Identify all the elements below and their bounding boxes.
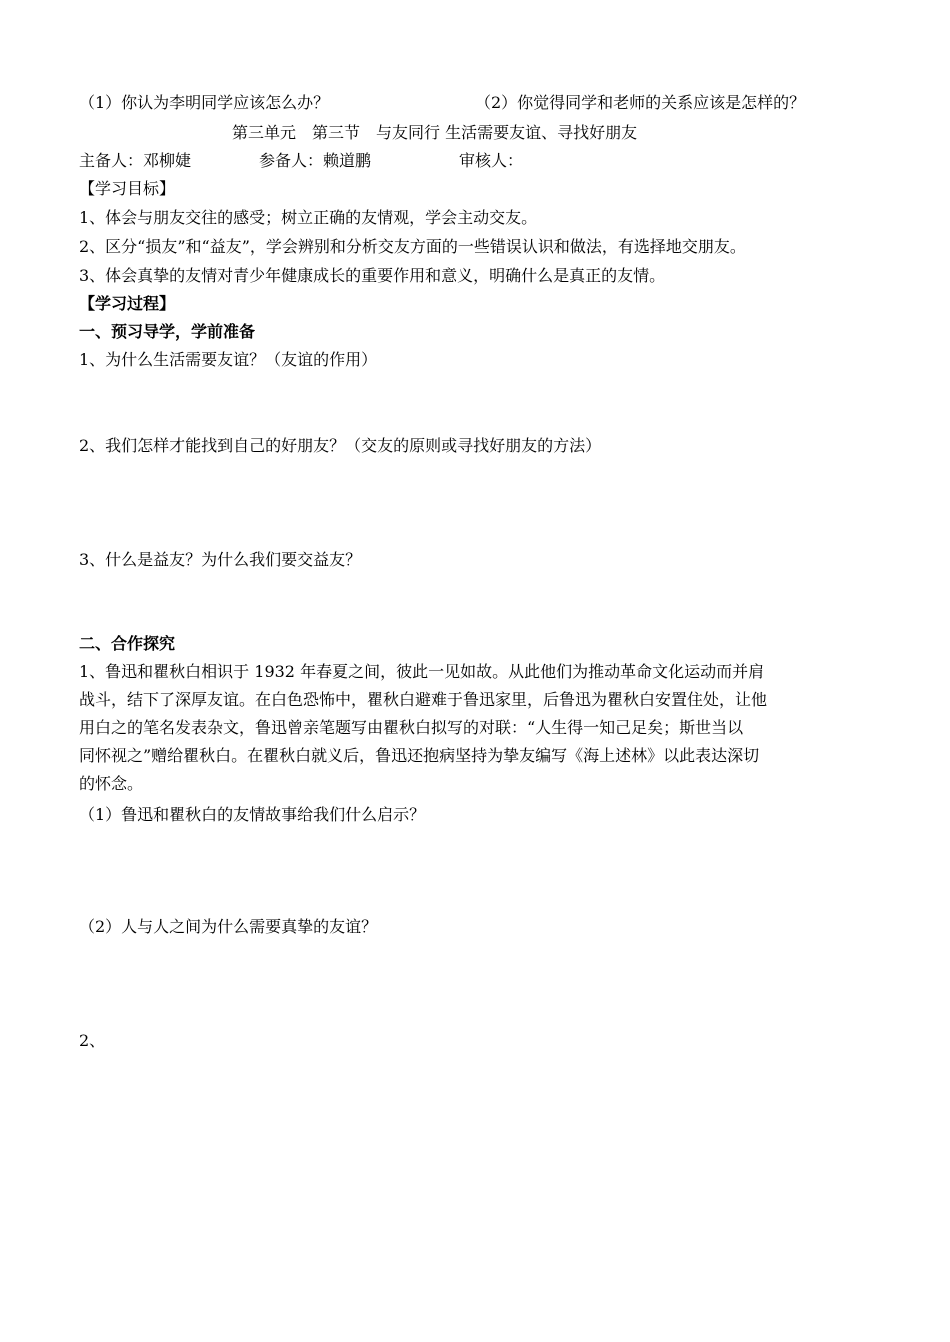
story-sub-question: （2）人与人之间为什么需要真挚的友谊？: [79, 917, 378, 936]
preview-question: 3、什么是益友？为什么我们要交益友？: [79, 550, 362, 569]
objective-item: 1、体会与朋友交往的感受；树立正确的友情观，学会主动交友。: [79, 208, 538, 227]
story-line: 战斗，结下了深厚友谊。在白色恐怖中，瞿秋白避难于鲁迅家里，后鲁迅为瞿秋白安置住处，让他: [79, 690, 768, 709]
story-sub-question: （1）鲁迅和瞿秋白的友情故事给我们什么启示？: [79, 805, 426, 824]
story-paragraph: [79, 658, 879, 798]
section1-heading: 一、预习导学，学前准备: [79, 322, 256, 341]
objectives-heading: 【学习目标】: [79, 179, 176, 198]
story-line: 用白之的笔名发表杂文，鲁迅曾亲笔题写由瞿秋白拟写的对联：“人生得一知己足矣；斯世当以: [79, 718, 744, 737]
top-question-1: （1）你认为李明同学应该怎么办？: [79, 93, 330, 112]
preview-question: 2、我们怎样才能找到自己的好朋友？（交友的原则或寻找好朋友的方法）: [79, 436, 602, 455]
staff-participant: 参备人：赖道鹏: [259, 151, 372, 170]
inquiry-item-2: 2、: [79, 1031, 106, 1050]
staff-reviewer: 审核人：: [459, 151, 524, 170]
objective-item: 2、区分“损友”和“益友”，学会辨别和分析交友方面的一些错误认识和做法，有选择地交朋友。: [79, 237, 746, 256]
staff-host: 主备人：邓柳婕: [79, 151, 192, 170]
lesson-title: 第三单元 第三节 与友同行 生活需要友谊、寻找好朋友: [232, 123, 638, 142]
top-question-2: （2）你觉得同学和老师的关系应该是怎样的？: [475, 93, 806, 112]
story-line: 的怀念。: [79, 774, 144, 793]
process-heading: 【学习过程】: [79, 294, 176, 313]
preview-question: 1、为什么生活需要友谊？（友谊的作用）: [79, 350, 378, 369]
story-line: 同怀视之”赠给瞿秋白。在瞿秋白就义后，鲁迅还抱病坚持为挚友编写《海上述林》以此表达深切: [79, 746, 760, 765]
story-line: 1、鲁迅和瞿秋白相识于 1932 年春夏之间，彼此一见如故。从此他们为推动革命文化运动而并肩: [79, 662, 765, 681]
objective-item: 3、体会真挚的友情对青少年健康成长的重要作用和意义，明确什么是真正的友情。: [79, 266, 666, 285]
section2-heading: 二、合作探究: [79, 634, 176, 653]
